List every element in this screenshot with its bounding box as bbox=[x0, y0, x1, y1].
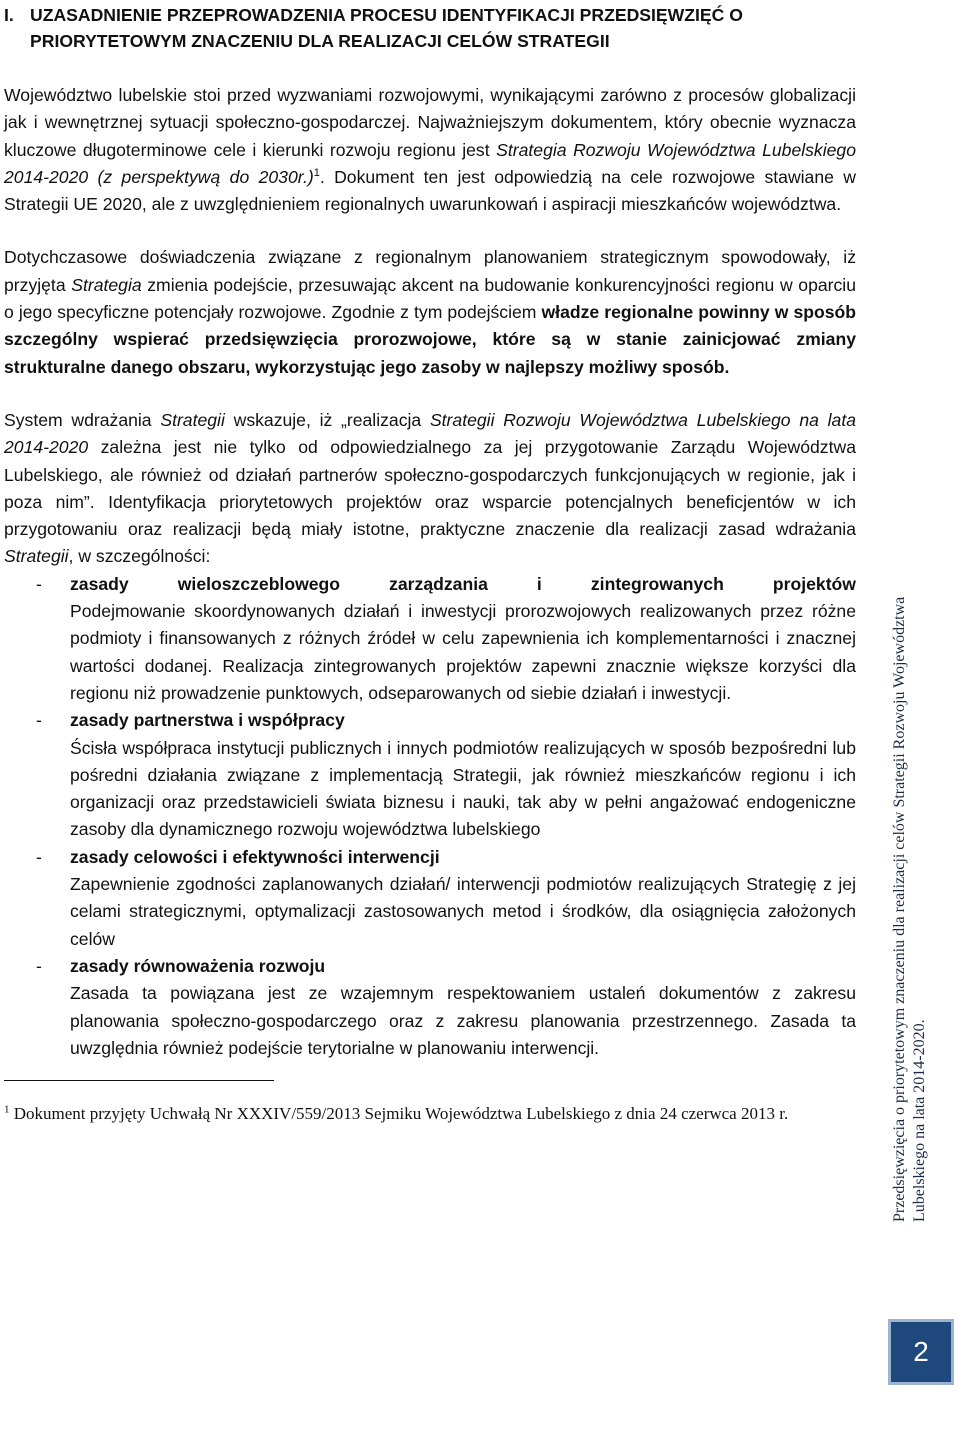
para3-italic-3: Strategii bbox=[4, 546, 69, 567]
principle-title: zasady wieloszczeblowego zarządzania i zintegrowanych projektów bbox=[70, 573, 856, 594]
para2-text-a: Dotychczasowe doświadczenia związane z regionalnym planowaniem strategicznym spowodowały, iż przyjęta bbox=[4, 247, 856, 295]
para3-text-a: System wdrażania bbox=[4, 409, 161, 430]
paragraph-intro bbox=[4, 82, 856, 218]
list-item bbox=[4, 953, 856, 1062]
list-dash: - bbox=[36, 955, 42, 976]
principle-description: Zasada ta powiązana jest ze wzajemnym respektowaniem ustaleń dokumentów z zakresu planowania społeczno-gospodarczego oraz z zakresu planowania przestrzennego. Zasada ta uwzględnia również podejście terytorialne w planowaniu interwencji. bbox=[70, 983, 856, 1058]
principle-description: Zapewnienie zgodności zaplanowanych działań/ interwencji podmiotów realizujących Strategię z jej celami strategicznymi, optymalizacji zastosowanych metod i środków, dla osiągnięcia założonych celów bbox=[70, 874, 856, 949]
para2-text-c: . bbox=[724, 356, 730, 377]
principle-description: Ścisła współpraca instytucji publicznych i innych podmiotów realizujących w sposób bezpośredni lub pośredni działania związane z implementacją Strategii, jak również mieszkańców regionu i ich organizacji oraz przedstawicieli świata biznesu i nauki, tak aby w pełni angażować endogeniczne zasoby dla dynamicznego rozwoju województwa lubelskiego bbox=[70, 737, 856, 840]
footnote-separator bbox=[4, 1080, 274, 1081]
para3-text-c: zależna jest nie tylko od odpowiedzialnego za jej przygotowanie Zarządu Województwa Lubelskiego, ale również od działań partnerów społeczno-gospodarczych funkcjonujących w regionie, jak i poza nim”. Identyfikacja priorytetowych projektów oraz wsparcie potencjalnych beneficjentów w ich przygotowaniu oraz realizacji będą miały istotne, praktyczne znaczenie dla realizacji zasad wdrażania bbox=[4, 437, 856, 540]
sidebar-text: Przedsięwzięcia o priorytetowym znaczeniu dla realizacji celów Strategii Rozwoju Województwa Lubelskiego na lata 2014-2020. bbox=[891, 596, 928, 1222]
section-title: UZASADNIENIE PRZEPROWADZENIA PROCESU IDENTYFIKACJI PRZEDSIĘWZIĘĆ O PRIORYTETOWYM ZNACZENIU DLA REALIZACJI CELÓW STRATEGII bbox=[30, 5, 743, 51]
paragraph-approach bbox=[4, 244, 856, 380]
principle-title: zasady celowości i efektywności interwencji bbox=[70, 846, 440, 867]
principles-list bbox=[4, 571, 856, 1062]
sidebar-running-title bbox=[882, 590, 960, 1222]
footnote-number: 1 bbox=[4, 1103, 10, 1116]
footnote-ref-1[interactable]: 1 bbox=[313, 167, 320, 180]
section-heading bbox=[4, 2, 856, 54]
para2-bold: władze regionalne powinny w sposób szczególny wspierać przedsięwzięcia prorozwojowe, które są w stanie zainicjować zmiany strukturalne danego obszaru, wykorzystując jego zasoby w najlepszy możliwy sposób bbox=[4, 302, 856, 377]
footnote-text: Dokument przyjęty Uchwałą Nr XXXIV/559/2013 Sejmiku Województwa Lubelskiego z dnia 24 czerwca 2013 r. bbox=[9, 1104, 789, 1124]
list-item bbox=[4, 844, 856, 953]
list-dash: - bbox=[36, 846, 42, 867]
para2-italic: Strategia bbox=[71, 274, 142, 295]
document-body bbox=[4, 0, 856, 1124]
list-item bbox=[4, 707, 856, 843]
para1-text-b: . Dokument ten jest odpowiedzią na cele rozwojowe stawiane w Strategii UE 2020, ale z uwzględnieniem regionalnych uwarunkowań i aspiracji mieszkańców województwa. bbox=[4, 166, 856, 215]
page-number-badge: 2 bbox=[888, 1319, 954, 1385]
paragraph-implementation bbox=[4, 407, 856, 571]
para3-italic-1: Strategii bbox=[160, 409, 225, 430]
list-dash: - bbox=[36, 573, 42, 594]
para3-italic-2: Strategii Rozwoju Województwa Lubelskiego na lata 2014-2020 bbox=[4, 409, 856, 458]
list-dash: - bbox=[36, 710, 42, 731]
para2-text-b: zmienia podejście, przesuwając akcent na budowanie konkurencyjności regionu w oparciu o jego specyficzne potencjały rozwojowe. Zgodnie z tym podejściem bbox=[4, 274, 856, 323]
para3-text-b: wskazuje, iż „realizacja bbox=[224, 409, 430, 430]
footnote bbox=[4, 1103, 856, 1124]
strategy-title-italic: Strategia Rozwoju Województwa Lubelskiego 2014-2020 (z perspektywą do 2030r.) bbox=[4, 139, 856, 187]
list-item bbox=[4, 571, 856, 707]
para1-text-a: Województwo lubelskie stoi przed wyzwaniami rozwojowymi, wynikającymi zarówno z procesów globalizacji jak i wewnętrznej sytuacji społeczno-gospodarczej. Najważniejszym dokumentem, który obecnie wyznacza kluczowe długoterminowe cele i kierunki rozwoju regionu jest bbox=[4, 85, 856, 160]
section-number: I. bbox=[4, 5, 14, 25]
para3-text-d: , w szczególności: bbox=[68, 546, 211, 567]
principle-title: zasady równoważenia rozwoju bbox=[70, 955, 326, 976]
principle-description: Podejmowanie skoordynowanych działań i inwestycji prorozwojowych realizowanych przez różne podmioty i finansowanych z różnych źródeł w celu zapewnienia ich komplementarności i znacznej wartości dodanej. Realizacja zintegrowanych projektów zapewni znacznie większe korzyści dla regionu niż prowadzenie punktowych, odseparowanych od siebie działań i inwestycji. bbox=[70, 601, 856, 703]
principle-title: zasady partnerstwa i współpracy bbox=[70, 710, 345, 731]
